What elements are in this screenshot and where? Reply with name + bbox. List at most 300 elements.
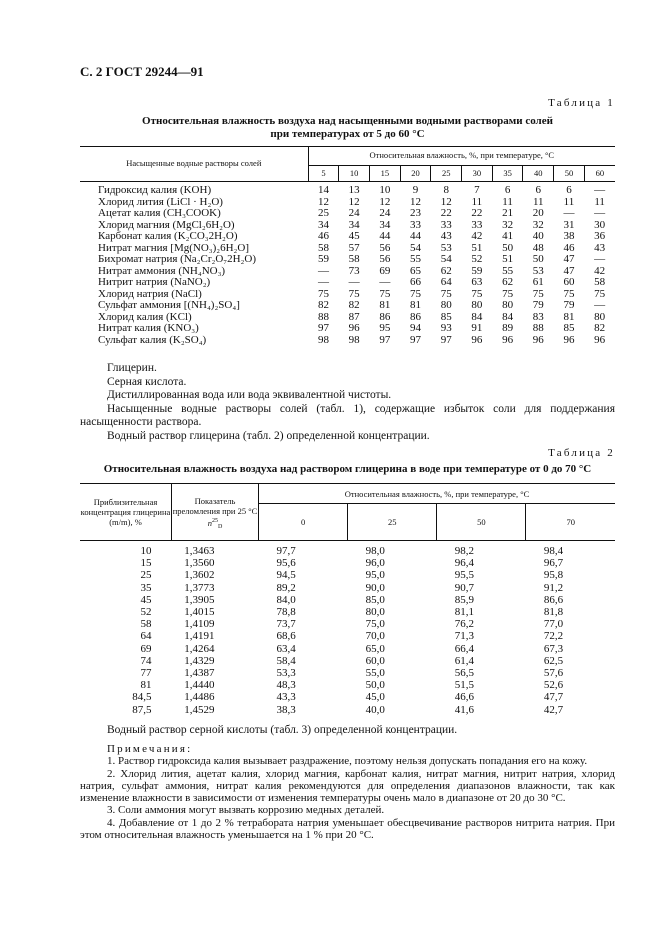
table-row xyxy=(80,557,615,569)
paragraph: Насыщенные водные растворы солей (табл. 1), содержащие избыток соли для поддержания насыщенности раствора. xyxy=(80,402,615,428)
table-row xyxy=(80,277,615,289)
humidity-value: 62 xyxy=(440,264,452,277)
humidity-value: 91 xyxy=(471,322,483,334)
humidity-value: 95,6 xyxy=(276,557,296,570)
concentration-value: 69 xyxy=(140,642,152,655)
humidity-value: 77,0 xyxy=(543,618,564,631)
humidity-value: 30 xyxy=(594,218,606,231)
humidity-value: 9 xyxy=(412,184,419,196)
humidity-value: — xyxy=(379,276,391,288)
humidity-value: 86 xyxy=(379,310,391,323)
humidity-value: 48,3 xyxy=(276,679,296,692)
table2-col-concentration-label: Приблизительная концентрация глицерина (m/m), % xyxy=(80,497,171,527)
humidity-value: 88 xyxy=(317,310,329,323)
humidity-value: 56,5 xyxy=(454,667,474,680)
humidity-value: — xyxy=(317,264,329,277)
concentration-value: 10 xyxy=(140,545,152,557)
humidity-value: — xyxy=(563,207,575,219)
humidity-value: 25 xyxy=(317,207,329,219)
humidity-value: 59 xyxy=(317,253,329,265)
humidity-value: 34 xyxy=(317,218,329,231)
humidity-value: 42 xyxy=(471,230,483,242)
humidity-value: 41,6 xyxy=(454,703,474,716)
humidity-value: 46 xyxy=(317,230,329,242)
humidity-value: 56 xyxy=(379,253,391,265)
humidity-value: 95,0 xyxy=(365,569,385,582)
concentration-value: 74 xyxy=(140,654,152,667)
humidity-value: 12 xyxy=(379,195,391,208)
after-table2-text xyxy=(80,724,615,738)
table1-caption-line2: при температурах от 5 до 60 °С xyxy=(270,128,425,140)
refraction-index-value: 1,3905 xyxy=(184,593,215,606)
humidity-value: 75 xyxy=(348,287,360,300)
humidity-value: 53 xyxy=(440,241,452,254)
table-row xyxy=(80,679,615,691)
humidity-value: 90,0 xyxy=(365,581,385,594)
humidity-value: 89,2 xyxy=(276,581,296,594)
humidity-value: 12 xyxy=(440,195,452,208)
humidity-value: 60,0 xyxy=(365,654,385,667)
humidity-value: 6 xyxy=(535,184,542,196)
humidity-value: 96 xyxy=(502,333,514,346)
refraction-index-value: 1,4015 xyxy=(184,606,215,619)
humidity-value: 64 xyxy=(440,276,452,288)
humidity-value: 80 xyxy=(440,299,452,311)
table1 xyxy=(80,146,615,346)
humidity-value: 41 xyxy=(502,230,514,242)
table-row xyxy=(80,667,615,679)
humidity-value: 75 xyxy=(563,287,575,300)
humidity-value: 14 xyxy=(317,184,329,196)
humidity-value: 52 xyxy=(471,253,483,265)
salt-name: Нитрат аммония (NH₄NO₃) xyxy=(98,264,226,277)
note-item: 1. Раствор гидроксида калия вызывает раздражение, поэтому нельзя допускать попадания его на кожу. xyxy=(107,755,588,768)
humidity-value: 11 xyxy=(563,195,575,208)
concentration-value: 35 xyxy=(140,581,152,594)
humidity-value: 11 xyxy=(594,195,605,208)
humidity-value: 96 xyxy=(594,333,606,346)
humidity-value: 80 xyxy=(471,299,483,311)
humidity-value: 93 xyxy=(440,322,452,334)
humidity-value: 81 xyxy=(563,310,575,323)
humidity-value: 24 xyxy=(348,207,360,219)
humidity-value: 7 xyxy=(474,184,480,196)
humidity-value: 96 xyxy=(471,333,483,346)
humidity-value: 42,7 xyxy=(543,703,564,716)
humidity-value: 61,4 xyxy=(454,654,474,667)
humidity-value: 58 xyxy=(317,241,329,254)
refraction-index-value: 1,4264 xyxy=(184,642,215,655)
table1-temp-header: 15 xyxy=(369,165,400,181)
table1-col-group: Относительная влажность, %, при температуре, °С xyxy=(308,147,615,166)
table2-col-refraction xyxy=(172,484,259,541)
table1-temp-header: 10 xyxy=(339,165,370,181)
humidity-value: 97 xyxy=(317,322,329,334)
humidity-value: 95 xyxy=(379,322,391,334)
humidity-value: 85,9 xyxy=(454,593,474,606)
humidity-value: 72,2 xyxy=(543,630,564,643)
humidity-value: 46,6 xyxy=(454,691,474,704)
humidity-value: 62,5 xyxy=(543,654,564,667)
humidity-value: 67,3 xyxy=(543,642,564,655)
humidity-value: — xyxy=(317,276,329,288)
table2-temp-header: 25 xyxy=(348,504,437,541)
humidity-value: 81 xyxy=(410,299,422,311)
table1-temp-header: 20 xyxy=(400,165,431,181)
humidity-value: 11 xyxy=(502,195,513,208)
note-item: 4. Добавление от 1 до 2 % тетрабората натрия уменьшает обесцвечивание растворов нитрита натрия. При этом относительная влажность уменьшается на 1 % при 20 °С. xyxy=(80,816,615,842)
humidity-value: 79 xyxy=(563,299,575,311)
humidity-value: 32 xyxy=(502,218,514,231)
humidity-value: 52,6 xyxy=(543,679,564,692)
table1-temp-header: 50 xyxy=(554,165,585,181)
humidity-value: 97 xyxy=(440,333,452,346)
salt-name: Нитрит натрия (NaNO₂) xyxy=(98,276,211,288)
humidity-value: 50,0 xyxy=(365,679,385,692)
humidity-value: 75 xyxy=(532,287,544,300)
note-item: 2. Хлорид лития, ацетат калия, хлорид магния, карбонат калия, нитрат магния, нитрит натрия, хлорид натрия, сульфат аммония, нитрат калия рекомендуются для определения диапазонов влажности, так как изменение влажности в зависимости от изменения температуры очень мало в диапазоне от 20 до 30 °С. xyxy=(80,767,615,805)
table1-caption-line1: Относительная влажность воздуха над насыщенными водными растворами солей xyxy=(142,115,553,127)
humidity-value: 90,7 xyxy=(454,581,474,594)
humidity-value: 22 xyxy=(471,207,483,219)
humidity-value: — xyxy=(594,299,606,311)
paragraph: Глицерин. xyxy=(107,362,157,374)
humidity-value: 44 xyxy=(410,230,422,242)
humidity-value: 91,2 xyxy=(543,581,564,594)
humidity-value: 75 xyxy=(379,287,391,300)
humidity-value: 55 xyxy=(502,264,514,277)
humidity-value: 98 xyxy=(348,333,360,346)
concentration-value: 87,5 xyxy=(132,703,152,716)
table-row xyxy=(80,582,615,594)
page-header: С. 2 ГОСТ 29244—91 xyxy=(80,64,204,79)
table-row xyxy=(80,208,615,220)
refraction-index-value: 1,4387 xyxy=(184,667,215,680)
humidity-value: 73,7 xyxy=(276,618,296,631)
humidity-value: 94,5 xyxy=(276,569,296,582)
table2-caption: Относительная влажность воздуха над раствором глицерина в воде при температуре от 0 до 70 °С xyxy=(103,463,592,475)
humidity-value: 12 xyxy=(348,195,360,208)
paragraph: Водный раствор глицерина (табл. 2) определенной концентрации. xyxy=(107,429,430,442)
humidity-value: 43,3 xyxy=(276,691,296,704)
refraction-index-value: 1,3560 xyxy=(184,557,215,570)
humidity-value: 61 xyxy=(532,276,544,288)
humidity-value: 54 xyxy=(440,253,452,265)
humidity-value: 40 xyxy=(532,230,544,242)
humidity-value: 38,3 xyxy=(276,703,296,716)
refraction-index-value: 1,3463 xyxy=(184,545,215,557)
notes-section xyxy=(80,743,615,841)
humidity-value: 79 xyxy=(532,299,544,311)
humidity-value: 85 xyxy=(440,310,452,323)
salt-name: Бихромат натрия (Na₂Cr₂O₇2H₂O) xyxy=(98,253,256,265)
humidity-value: 82 xyxy=(594,322,606,334)
humidity-value: 47 xyxy=(563,264,575,277)
table-row xyxy=(80,182,615,197)
humidity-value: 43 xyxy=(440,230,452,242)
humidity-value: 76,2 xyxy=(454,618,474,631)
humidity-value: 98,4 xyxy=(543,545,564,557)
table1-caption xyxy=(80,115,615,141)
humidity-value: 59 xyxy=(471,264,483,277)
humidity-value: 43 xyxy=(594,241,606,254)
humidity-value: 51 xyxy=(502,253,514,265)
note-item: 3. Соли аммония могут вызвать коррозию медных деталей. xyxy=(107,804,385,817)
humidity-value: 51,5 xyxy=(454,679,474,692)
humidity-value: 75 xyxy=(471,287,483,300)
humidity-value: 75,0 xyxy=(365,618,385,631)
humidity-value: 81,8 xyxy=(543,606,564,619)
humidity-value: 13 xyxy=(348,184,360,196)
refraction-index-value: 1,4486 xyxy=(184,691,215,704)
table-row xyxy=(80,569,615,581)
table1-temp-header: 60 xyxy=(584,165,615,181)
humidity-value: 33 xyxy=(440,218,452,231)
humidity-value: 58 xyxy=(594,276,606,288)
paragraph: Серная кислота. xyxy=(107,375,187,388)
humidity-value: 85,0 xyxy=(365,593,385,606)
refraction-index-value: 1,4440 xyxy=(184,679,215,692)
table-row xyxy=(80,594,615,606)
humidity-value: 22 xyxy=(440,207,452,219)
humidity-value: 86,6 xyxy=(543,593,564,606)
humidity-value: 56 xyxy=(379,241,391,254)
humidity-value: 80 xyxy=(502,299,514,311)
humidity-value: 75 xyxy=(594,287,606,300)
humidity-value: 88 xyxy=(532,322,544,334)
humidity-value: 95,5 xyxy=(454,569,474,582)
humidity-value: 31 xyxy=(563,218,575,231)
paragraph: Дистиллированная вода или вода эквивалентной чистоты. xyxy=(107,389,392,401)
salt-name: Сульфат калия (K₂SO₄) xyxy=(98,333,207,346)
refraction-index-value: 1,4109 xyxy=(184,618,215,631)
table1-temp-header: 25 xyxy=(431,165,462,181)
humidity-value: 75 xyxy=(502,287,514,300)
humidity-value: 10 xyxy=(379,184,391,196)
humidity-value: 34 xyxy=(379,218,391,231)
paragraph: Водный раствор серной кислоты (табл. 3) определенной концентрации. xyxy=(107,724,458,736)
humidity-value: 63 xyxy=(471,276,483,288)
humidity-value: 8 xyxy=(443,184,449,196)
refraction-index-value: 1,4329 xyxy=(184,654,215,667)
humidity-value: 75 xyxy=(317,287,329,300)
concentration-value: 58 xyxy=(140,618,152,631)
humidity-value: 83 xyxy=(532,310,544,323)
humidity-value: 96,0 xyxy=(365,557,385,570)
humidity-value: 57 xyxy=(348,241,360,254)
table-row xyxy=(80,541,615,558)
concentration-value: 64 xyxy=(140,630,152,643)
humidity-value: 98 xyxy=(317,333,329,346)
table-row xyxy=(80,254,615,266)
humidity-value: 51 xyxy=(471,241,483,254)
concentration-value: 15 xyxy=(140,557,152,570)
table-row xyxy=(80,335,615,347)
humidity-value: 82 xyxy=(317,299,329,311)
table2-temp-header: 70 xyxy=(526,504,615,541)
humidity-value: — xyxy=(348,276,360,288)
humidity-value: 58,4 xyxy=(276,654,296,667)
humidity-value: 84,0 xyxy=(276,593,296,606)
table-row xyxy=(80,323,615,335)
salt-name: Нитрат калия (KNO₃) xyxy=(98,322,199,334)
table-row xyxy=(80,655,615,667)
humidity-value: 80 xyxy=(594,310,606,323)
humidity-value: 55 xyxy=(410,253,422,265)
humidity-value: 53 xyxy=(532,264,544,277)
humidity-value: 46 xyxy=(563,241,575,254)
concentration-value: 84,5 xyxy=(132,691,152,704)
table1-temp-header: 35 xyxy=(492,165,523,181)
humidity-value: 36 xyxy=(594,230,606,242)
concentration-value: 52 xyxy=(140,606,152,619)
humidity-value: 45,0 xyxy=(365,691,385,704)
table2-temp-header: 50 xyxy=(437,504,526,541)
humidity-value: — xyxy=(594,207,606,219)
humidity-value: 45 xyxy=(348,230,360,242)
humidity-value: 84 xyxy=(471,310,483,323)
salt-name: Сульфат аммония [(NH₄)₂SO₄] xyxy=(98,299,240,311)
table-row xyxy=(80,643,615,655)
humidity-value: 44 xyxy=(379,230,391,242)
humidity-value: 57,6 xyxy=(543,667,564,680)
table-row xyxy=(80,606,615,618)
concentration-value: 45 xyxy=(140,593,152,606)
humidity-value: 47,7 xyxy=(543,691,564,704)
materials-list xyxy=(80,362,615,443)
humidity-value: 89 xyxy=(502,322,514,334)
humidity-value: 86 xyxy=(410,310,422,323)
table2-col-refraction-label: Показатель преломления при 25 °С xyxy=(172,496,258,517)
refraction-index-value: 1,3602 xyxy=(184,569,215,582)
salt-name: Гидроксид калия (KOH) xyxy=(98,184,212,196)
humidity-value: 69 xyxy=(379,264,391,277)
refraction-index-value: 1,4529 xyxy=(184,703,215,716)
humidity-value: 96 xyxy=(532,333,544,346)
salt-name: Хлорид натрия (NaCl) xyxy=(98,287,202,300)
humidity-value: 42 xyxy=(594,264,606,277)
humidity-value: 40,0 xyxy=(365,703,385,716)
table2-col-group: Относительная влажность, %, при температуре, °С xyxy=(259,484,616,504)
humidity-value: 70,0 xyxy=(365,630,385,643)
humidity-value: 78,8 xyxy=(276,606,296,619)
humidity-value: 50 xyxy=(502,241,514,254)
salt-name: Нитрат магния [Mg(NO₃)₂6H₂O] xyxy=(98,241,250,254)
humidity-value: 65 xyxy=(410,264,422,277)
humidity-value: — xyxy=(594,184,606,196)
humidity-value: 75 xyxy=(410,287,422,300)
humidity-value: 63,4 xyxy=(276,642,296,655)
humidity-value: 48 xyxy=(532,241,544,254)
humidity-value: 58 xyxy=(348,253,360,265)
humidity-value: 66 xyxy=(410,276,422,288)
humidity-value: 80,0 xyxy=(365,606,385,619)
humidity-value: 12 xyxy=(317,195,329,208)
humidity-value: 65,0 xyxy=(365,642,385,655)
humidity-value: — xyxy=(594,253,606,265)
humidity-value: 85 xyxy=(563,322,575,334)
humidity-value: 82 xyxy=(348,299,360,311)
table2-col-concentration xyxy=(80,484,172,541)
humidity-value: 66,4 xyxy=(454,642,474,655)
humidity-value: 96,7 xyxy=(543,557,564,570)
humidity-value: 11 xyxy=(532,195,544,208)
humidity-value: 23 xyxy=(410,207,422,219)
humidity-value: 81 xyxy=(379,299,391,311)
humidity-value: 32 xyxy=(532,218,544,231)
humidity-value: 96,4 xyxy=(454,557,474,570)
salt-name: Карбонат калия (K₂CO₃2H₂O) xyxy=(98,230,238,242)
humidity-value: 33 xyxy=(410,218,422,231)
humidity-value: 12 xyxy=(410,195,422,208)
table1-label: Таблица 1 xyxy=(548,97,615,109)
table-row xyxy=(80,691,615,703)
humidity-value: 33 xyxy=(471,218,483,231)
humidity-value: 98,2 xyxy=(454,545,474,557)
table2 xyxy=(80,483,615,716)
humidity-value: 98,0 xyxy=(365,545,385,557)
humidity-value: 21 xyxy=(502,207,514,219)
table-row xyxy=(80,704,615,716)
table1-temp-header: 5 xyxy=(308,165,339,181)
concentration-value: 25 xyxy=(140,569,152,582)
table1-col-name: Насыщенные водные растворы солей xyxy=(80,147,308,182)
table2-temp-header: 0 xyxy=(259,504,348,541)
humidity-value: 53,3 xyxy=(276,667,296,680)
concentration-value: 81 xyxy=(140,679,152,692)
refraction-index-value: 1,3773 xyxy=(184,581,215,594)
humidity-value: 60 xyxy=(563,276,575,288)
humidity-value: 96 xyxy=(348,322,360,334)
table1-temp-header: 40 xyxy=(523,165,554,181)
humidity-value: 20 xyxy=(532,207,544,219)
humidity-value: 97 xyxy=(410,333,422,346)
salt-name: Хлорид магния (MgCl₂6H₂O) xyxy=(98,218,235,231)
humidity-value: 73 xyxy=(348,264,360,277)
humidity-value: 62 xyxy=(502,276,514,288)
table1-temp-header: 30 xyxy=(462,165,493,181)
salt-name: Хлорид калия (KCl) xyxy=(98,310,192,323)
humidity-value: 95,8 xyxy=(543,569,564,582)
table2-col-refraction-symbol: $n^{25}_D$ xyxy=(207,517,223,530)
table2-label: Таблица 2 xyxy=(548,447,615,459)
table-row xyxy=(80,618,615,630)
concentration-value: 77 xyxy=(140,667,152,680)
table-row xyxy=(80,630,615,642)
humidity-value: 97,7 xyxy=(276,545,296,557)
humidity-value: 6 xyxy=(566,184,572,196)
humidity-value: 75 xyxy=(440,287,452,300)
humidity-value: 54 xyxy=(410,241,422,254)
humidity-value: 96 xyxy=(563,333,575,346)
humidity-value: 71,3 xyxy=(454,630,474,643)
table-row xyxy=(80,231,615,243)
humidity-value: 81,1 xyxy=(454,606,474,619)
humidity-value: 84 xyxy=(502,310,514,323)
refraction-index-value: 1,4191 xyxy=(184,630,215,643)
notes-heading: Примечания: xyxy=(107,743,193,755)
table-row xyxy=(80,300,615,312)
salt-name: Ацетат калия (CH₃COOK) xyxy=(98,207,221,219)
salt-name: Хлорид лития (LiCl · H₂O) xyxy=(98,195,223,208)
humidity-value: 97 xyxy=(379,333,391,346)
humidity-value: 6 xyxy=(504,184,511,196)
humidity-value: 94 xyxy=(410,322,422,334)
humidity-value: 11 xyxy=(471,195,483,208)
humidity-value: 24 xyxy=(379,207,391,219)
humidity-value: 68,6 xyxy=(276,630,296,643)
humidity-value: 50 xyxy=(532,253,544,265)
